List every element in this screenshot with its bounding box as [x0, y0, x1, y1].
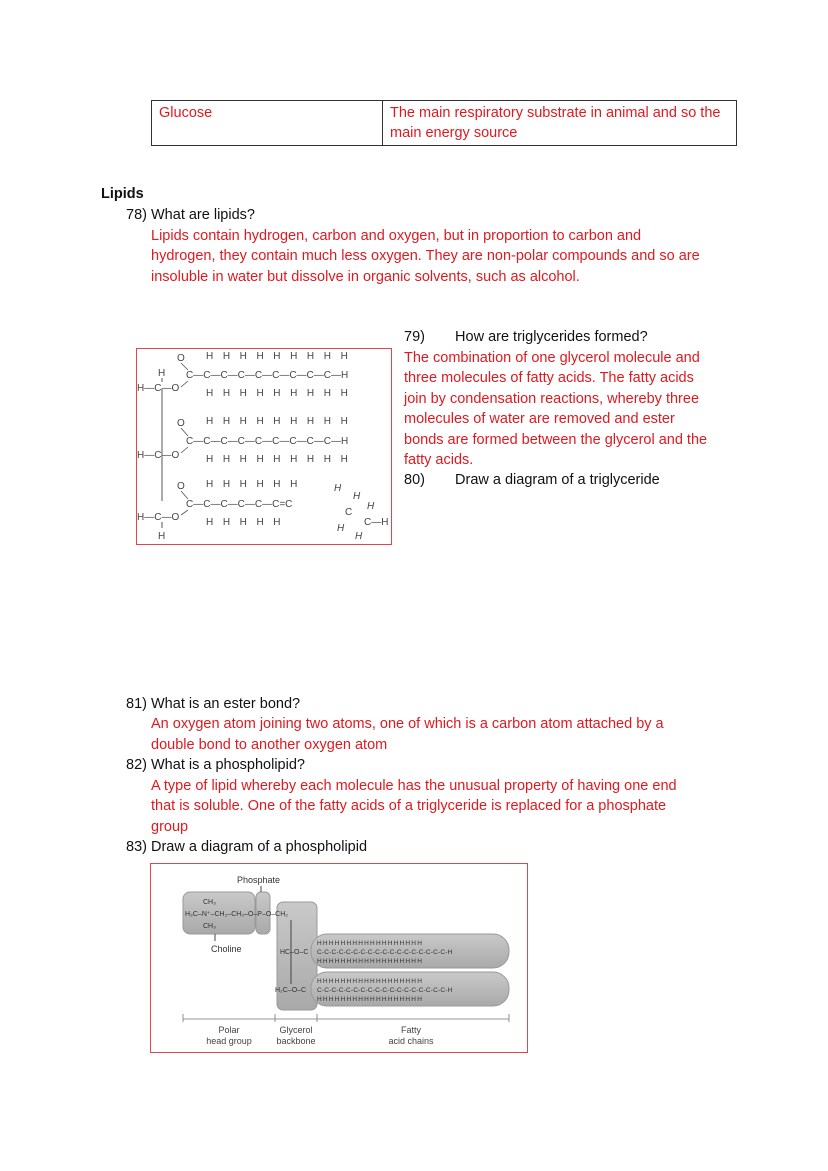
question-80 — [404, 470, 660, 491]
glycerol-mid-formula: HC–O–C — [280, 949, 309, 956]
answer-81-line-1: An oxygen atom joining two atoms, one of which is a carbon atom attached by a — [151, 716, 664, 732]
question-text: What is a phospholipid? — [151, 757, 305, 773]
svg-text:HHHHHHHHH: HHHHHHHHH — [206, 351, 358, 362]
svg-text:H: H — [337, 523, 345, 534]
question-number: 83) — [126, 839, 147, 855]
table-row — [152, 101, 737, 146]
svg-text:HHHHHHHHHHHHHHHHHH: HHHHHHHHHHHHHHHHHH — [317, 940, 424, 947]
svg-text:C—H: C—H — [364, 517, 389, 528]
svg-text:C-C-C-C-C-C-C-C-C-C-C-C-C-C-C-: C-C-C-C-C-C-C-C-C-C-C-C-C-C-C-C-C-C-H — [317, 949, 453, 956]
question-number: 78) — [126, 207, 147, 223]
choline-bottom-formula: CH₃ — [203, 923, 216, 930]
answer-82-line-2: that is soluble. One of the fatty acids of a triglyceride is replaced for a phosphate — [151, 798, 667, 814]
question-text: Draw a diagram of a triglyceride — [455, 472, 660, 488]
answer-79-line-3: join by condensation reactions, whereby three — [404, 391, 700, 407]
svg-text:HHHHHHHHHHHHHHHHHH: HHHHHHHHHHHHHHHHHH — [317, 996, 424, 1003]
polar-head-label-2: head group — [206, 1036, 252, 1046]
svg-text:C—C—C—C—C—C=C: C—C—C—C—C—C=C — [186, 499, 293, 510]
svg-text:H: H — [334, 483, 342, 494]
question-79 — [404, 327, 648, 348]
svg-text:H: H — [353, 491, 361, 502]
question-number: 80) — [404, 472, 425, 488]
question-83 — [126, 837, 367, 858]
svg-text:H—C—O: H—C—O — [137, 450, 180, 461]
svg-text:H: H — [158, 368, 166, 379]
svg-text:O: O — [177, 418, 185, 429]
svg-text:O: O — [177, 353, 185, 364]
triglyceride-diagram — [136, 348, 392, 545]
choline-label: Choline — [211, 944, 242, 954]
question-81 — [126, 694, 300, 715]
svg-text:O: O — [177, 481, 185, 492]
glycerol-label-1: Glycerol — [279, 1025, 313, 1035]
svg-text:C—C—C—C—C—C—C—C—C—H: C—C—C—C—C—C—C—C—C—H — [186, 436, 349, 447]
answer-82-line-1: A type of lipid whereby each molecule has the unusual property of having one end — [151, 778, 677, 794]
answer-79-line-6: fatty acids. — [404, 452, 474, 468]
svg-text:HHHHHHHHH: HHHHHHHHH — [206, 416, 358, 427]
polar-head-label-1: Polar — [218, 1025, 240, 1035]
choline-top-formula: CH₃ — [203, 899, 216, 906]
answer-79-line-1: The combination of one glycerol molecule and — [404, 350, 700, 366]
answer-78-line-3: insoluble in water but dissolve in organic solvents, such as alcohol. — [151, 269, 580, 285]
phospholipid-diagram — [150, 863, 528, 1053]
fatty-acid-label-1: Fatty — [400, 1025, 422, 1035]
answer-78-line-1: Lipids contain hydrogen, carbon and oxygen, but in proportion to carbon and — [151, 228, 642, 244]
answer-78-line-2: hydrogen, they contain much less oxygen. They are non-polar compounds and so are — [151, 248, 700, 264]
definition-table — [151, 100, 737, 146]
answer-79-line-5: bonds are formed between the glycerol and the — [404, 432, 708, 448]
question-number: 79) — [404, 329, 425, 345]
answer-79-line-4: molecules of water are removed and ester — [404, 411, 675, 427]
svg-text:HHHHHH: HHHHHH — [206, 479, 307, 490]
svg-text:H: H — [355, 531, 363, 542]
question-number: 82) — [126, 757, 147, 773]
svg-text:C—C—C—C—C—C—C—C—C—H: C—C—C—C—C—C—C—C—C—H — [186, 370, 349, 381]
svg-text:HHHHH: HHHHH — [206, 517, 291, 528]
choline-mid-formula: H₃C–N⁺–CH₂–CH₂–O–P–O–CH₂ — [185, 911, 289, 918]
svg-text:H: H — [158, 531, 166, 542]
fatty-acid-label-2: acid chains — [388, 1036, 434, 1046]
svg-text:C: C — [345, 507, 353, 518]
svg-text:HHHHHHHHH: HHHHHHHHH — [206, 388, 358, 399]
answer-79-line-2: three molecules of fatty acids. The fatty acids — [404, 370, 694, 386]
svg-text:H: H — [367, 501, 375, 512]
svg-text:H—C—O: H—C—O — [137, 383, 180, 394]
table-definition: The main respiratory substrate in animal and so the main energy source — [383, 101, 737, 146]
question-text: Draw a diagram of a phospholipid — [151, 839, 368, 855]
phosphate-label: Phosphate — [237, 875, 281, 885]
svg-text:C-C-C-C-C-C-C-C-C-C-C-C-C-C-C-: C-C-C-C-C-C-C-C-C-C-C-C-C-C-C-C-C-C-H — [317, 987, 453, 994]
svg-text:HHHHHHHHHHHHHHHHHH: HHHHHHHHHHHHHHHHHH — [317, 958, 424, 965]
svg-text:HHHHHHHHHHHHHHHHHH: HHHHHHHHHHHHHHHHHH — [317, 978, 424, 985]
phospholipid-structure-image — [151, 864, 527, 1052]
question-text: How are triglycerides formed? — [455, 329, 648, 345]
answer-82-line-3: group — [151, 819, 189, 835]
table-term: Glucose — [152, 101, 383, 146]
triglyceride-structure-image — [137, 349, 391, 544]
question-78 — [126, 205, 255, 226]
question-text: What is an ester bond? — [151, 696, 301, 712]
svg-text:HHHHHHHHH: HHHHHHHHH — [206, 454, 358, 465]
question-number: 81) — [126, 696, 147, 712]
section-heading: Lipids — [101, 186, 144, 202]
question-82 — [126, 755, 305, 776]
glycerol-bottom-formula: H₂C–O–C — [275, 987, 307, 994]
question-text: What are lipids? — [151, 207, 255, 223]
answer-81-line-2: double bond to another oxygen atom — [151, 737, 388, 753]
svg-text:H—C—O: H—C—O — [137, 512, 180, 523]
glycerol-label-2: backbone — [276, 1036, 316, 1046]
